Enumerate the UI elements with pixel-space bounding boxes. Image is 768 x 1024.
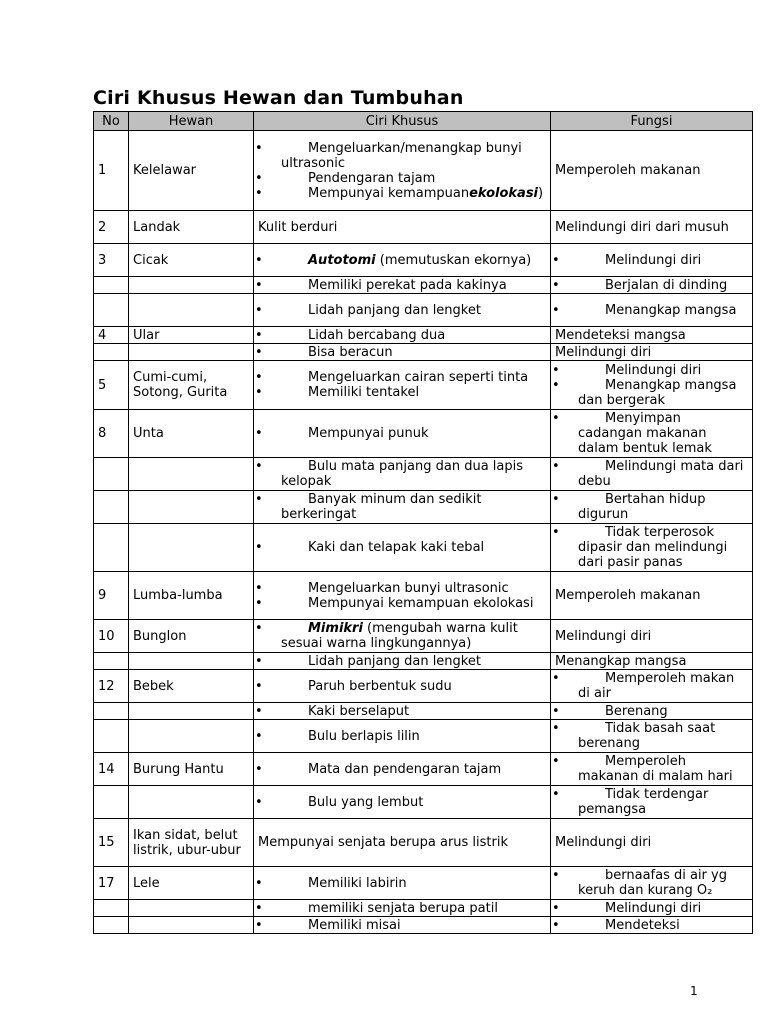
- trait-cell: [254, 410, 551, 458]
- row-number: 8: [94, 410, 129, 458]
- trait-cell: Mempunyai senjata berupa arus listrik: [254, 819, 551, 867]
- trait-item: • Mengeluarkan cairan seperti tinta: [258, 370, 546, 385]
- trait-cell: [254, 653, 551, 670]
- function-cell: [551, 867, 753, 900]
- trait-item: • Mempunyai punuk: [258, 426, 546, 441]
- table-row: [94, 867, 753, 900]
- header-ciri-khusus: Ciri Khusus: [254, 112, 551, 131]
- trait-cell: [254, 524, 551, 572]
- function-cell: [551, 786, 753, 819]
- function-cell: Melindungi diri: [551, 620, 753, 653]
- trait-cell: [254, 753, 551, 786]
- table-row: [94, 277, 753, 294]
- trait-item: • Memiliki perekat pada kakinya: [258, 278, 546, 293]
- trait-item: • Bulu yang lembut: [258, 795, 546, 810]
- trait-cell: [254, 670, 551, 703]
- row-number: [94, 917, 129, 934]
- row-number: 9: [94, 572, 129, 620]
- function-item: • Bertahan hidup digurun: [555, 492, 748, 522]
- animal-name: [129, 277, 254, 294]
- table-row: [94, 410, 753, 458]
- row-number: 17: [94, 867, 129, 900]
- function-item: • Berjalan di dinding: [555, 278, 748, 293]
- row-number: [94, 786, 129, 819]
- trait-item: • Lidah panjang dan lengket: [258, 654, 546, 669]
- row-number: [94, 491, 129, 524]
- table-row: [94, 819, 753, 867]
- animal-name: Cumi-cumi, Sotong, Gurita: [129, 361, 254, 410]
- trait-item: • Mempunyai kemampuanekolokasi): [258, 186, 546, 201]
- animal-name: [129, 900, 254, 917]
- table-row: [94, 491, 753, 524]
- row-number: [94, 720, 129, 753]
- table-row: [94, 670, 753, 703]
- function-item: • Berenang: [555, 704, 748, 719]
- trait-item: • Mengeluarkan bunyi ultrasonic: [258, 581, 546, 596]
- table-row: [94, 900, 753, 917]
- table-row: [94, 653, 753, 670]
- table-row: [94, 294, 753, 327]
- function-item: • Melindungi diri: [555, 901, 748, 916]
- trait-cell: [254, 131, 551, 211]
- function-cell: Memperoleh makanan: [551, 572, 753, 620]
- trait-item: • Bulu berlapis lilin: [258, 729, 546, 744]
- trait-cell: [254, 620, 551, 653]
- table-row: [94, 361, 753, 410]
- trait-item: • Pendengaran tajam: [258, 171, 546, 186]
- trait-cell: [254, 900, 551, 917]
- animal-name: Unta: [129, 410, 254, 458]
- header-fungsi: Fungsi: [551, 112, 753, 131]
- animal-name: [129, 786, 254, 819]
- trait-item: • Bisa beracun: [258, 345, 546, 360]
- function-item: • Mendeteksi: [555, 918, 748, 933]
- function-cell: Melindungi diri: [551, 819, 753, 867]
- row-number: 12: [94, 670, 129, 703]
- animal-name: [129, 491, 254, 524]
- function-cell: [551, 458, 753, 491]
- row-number: [94, 524, 129, 572]
- function-cell: [551, 524, 753, 572]
- table-row: [94, 211, 753, 244]
- animal-name: [129, 458, 254, 491]
- table-row: [94, 720, 753, 753]
- trait-item: • Lidah bercabang dua: [258, 328, 546, 343]
- function-cell: Melindungi diri dari musuh: [551, 211, 753, 244]
- table-row: [94, 327, 753, 344]
- function-item: • Menangkap mangsa: [555, 303, 748, 318]
- header-no: No: [94, 112, 129, 131]
- trait-item: • Banyak minum dan sedikit berkeringat: [258, 492, 546, 522]
- row-number: [94, 458, 129, 491]
- function-cell: [551, 900, 753, 917]
- function-item: • Melindungi mata dari debu: [555, 459, 748, 489]
- function-item: • Memperoleh makanan di malam hari: [555, 754, 748, 784]
- animal-name: Bunglon: [129, 620, 254, 653]
- row-number: 5: [94, 361, 129, 410]
- function-cell: [551, 410, 753, 458]
- function-cell: Menangkap mangsa: [551, 653, 753, 670]
- animal-name: [129, 917, 254, 934]
- trait-cell: [254, 867, 551, 900]
- function-item: • Tidak terperosok dipasir dan melindungi dari pasir panas: [555, 525, 748, 570]
- function-item: • Memperoleh makan di air: [555, 671, 748, 701]
- row-number: 1: [94, 131, 129, 211]
- table-row: [94, 786, 753, 819]
- trait-cell: [254, 786, 551, 819]
- row-number: 10: [94, 620, 129, 653]
- function-cell: [551, 277, 753, 294]
- animal-name: [129, 720, 254, 753]
- function-item: • Melindungi diri: [555, 253, 748, 268]
- trait-cell: [254, 572, 551, 620]
- animal-traits-table: [93, 111, 753, 934]
- trait-item: • Mengeluarkan/menangkap bunyi ultrasonic: [258, 141, 546, 171]
- row-number: [94, 277, 129, 294]
- trait-item: • memiliki senjata berupa patil: [258, 901, 546, 916]
- trait-item: • Autotomi (memutuskan ekornya): [258, 253, 546, 268]
- function-item: • Menyimpan cadangan makanan dalam bentuk lemak: [555, 411, 748, 456]
- trait-cell: Kulit berduri: [254, 211, 551, 244]
- trait-cell: [254, 327, 551, 344]
- document-title: Ciri Khusus Hewan dan Tumbuhan: [93, 87, 464, 109]
- function-cell: Memperoleh makanan: [551, 131, 753, 211]
- trait-item: • Kaki berselaput: [258, 704, 546, 719]
- trait-item: • Bulu mata panjang dan dua lapis kelopak: [258, 459, 546, 489]
- function-cell: [551, 720, 753, 753]
- function-cell: Mendeteksi mangsa: [551, 327, 753, 344]
- row-number: [94, 344, 129, 361]
- table-header-row: [94, 112, 753, 131]
- animal-name: Landak: [129, 211, 254, 244]
- function-cell: [551, 753, 753, 786]
- row-number: [94, 900, 129, 917]
- table-row: [94, 753, 753, 786]
- trait-cell: [254, 458, 551, 491]
- trait-cell: [254, 344, 551, 361]
- table-row: [94, 917, 753, 934]
- trait-item: • Memiliki tentakel: [258, 385, 546, 400]
- animal-name: [129, 294, 254, 327]
- table-row: [94, 572, 753, 620]
- table-row: [94, 524, 753, 572]
- animal-name: [129, 653, 254, 670]
- trait-cell: [254, 244, 551, 277]
- function-item: • Tidak terdengar pemangsa: [555, 787, 748, 817]
- trait-item: • Mempunyai kemampuan ekolokasi: [258, 596, 546, 611]
- trait-item: • Mata dan pendengaran tajam: [258, 762, 546, 777]
- function-item: • Melindungi diri: [555, 363, 748, 378]
- table-row: [94, 458, 753, 491]
- trait-item: • Mimikri (mengubah warna kulit sesuai warna lingkungannya): [258, 621, 546, 651]
- function-item: • Tidak basah saat berenang: [555, 721, 748, 751]
- function-item: • Menangkap mangsa dan bergerak: [555, 378, 748, 408]
- row-number: [94, 703, 129, 720]
- trait-item: • Paruh berbentuk sudu: [258, 679, 546, 694]
- trait-cell: [254, 361, 551, 410]
- trait-cell: [254, 720, 551, 753]
- trait-item: • Lidah panjang dan lengket: [258, 303, 546, 318]
- animal-name: [129, 524, 254, 572]
- trait-item: • Memiliki labirin: [258, 876, 546, 891]
- row-number: 14: [94, 753, 129, 786]
- row-number: [94, 653, 129, 670]
- animal-name: Lele: [129, 867, 254, 900]
- animal-name: Kelelawar: [129, 131, 254, 211]
- animal-name: Bebek: [129, 670, 254, 703]
- animal-name: [129, 344, 254, 361]
- animal-name: Ular: [129, 327, 254, 344]
- function-cell: Melindungi diri: [551, 344, 753, 361]
- function-cell: [551, 244, 753, 277]
- row-number: 4: [94, 327, 129, 344]
- row-number: 15: [94, 819, 129, 867]
- table-row: [94, 344, 753, 361]
- trait-item: • Memiliki misai: [258, 918, 546, 933]
- row-number: 3: [94, 244, 129, 277]
- animal-name: [129, 703, 254, 720]
- page-number: 1: [690, 984, 698, 998]
- animal-name: Burung Hantu: [129, 753, 254, 786]
- function-cell: [551, 670, 753, 703]
- row-number: [94, 294, 129, 327]
- trait-item: • Kaki dan telapak kaki tebal: [258, 540, 546, 555]
- trait-cell: [254, 917, 551, 934]
- trait-cell: [254, 491, 551, 524]
- function-cell: [551, 917, 753, 934]
- trait-cell: [254, 703, 551, 720]
- header-hewan: Hewan: [129, 112, 254, 131]
- table-row: [94, 244, 753, 277]
- table-row: [94, 703, 753, 720]
- trait-cell: [254, 277, 551, 294]
- function-cell: [551, 703, 753, 720]
- row-number: 2: [94, 211, 129, 244]
- table-row: [94, 620, 753, 653]
- animal-name: Ikan sidat, belut listrik, ubur-ubur: [129, 819, 254, 867]
- trait-cell: [254, 294, 551, 327]
- animal-name: Lumba-lumba: [129, 572, 254, 620]
- function-cell: [551, 491, 753, 524]
- animal-name: Cicak: [129, 244, 254, 277]
- function-cell: [551, 361, 753, 410]
- table-row: [94, 131, 753, 211]
- function-item: • bernaafas di air yg keruh dan kurang O₂: [555, 868, 748, 898]
- function-cell: [551, 294, 753, 327]
